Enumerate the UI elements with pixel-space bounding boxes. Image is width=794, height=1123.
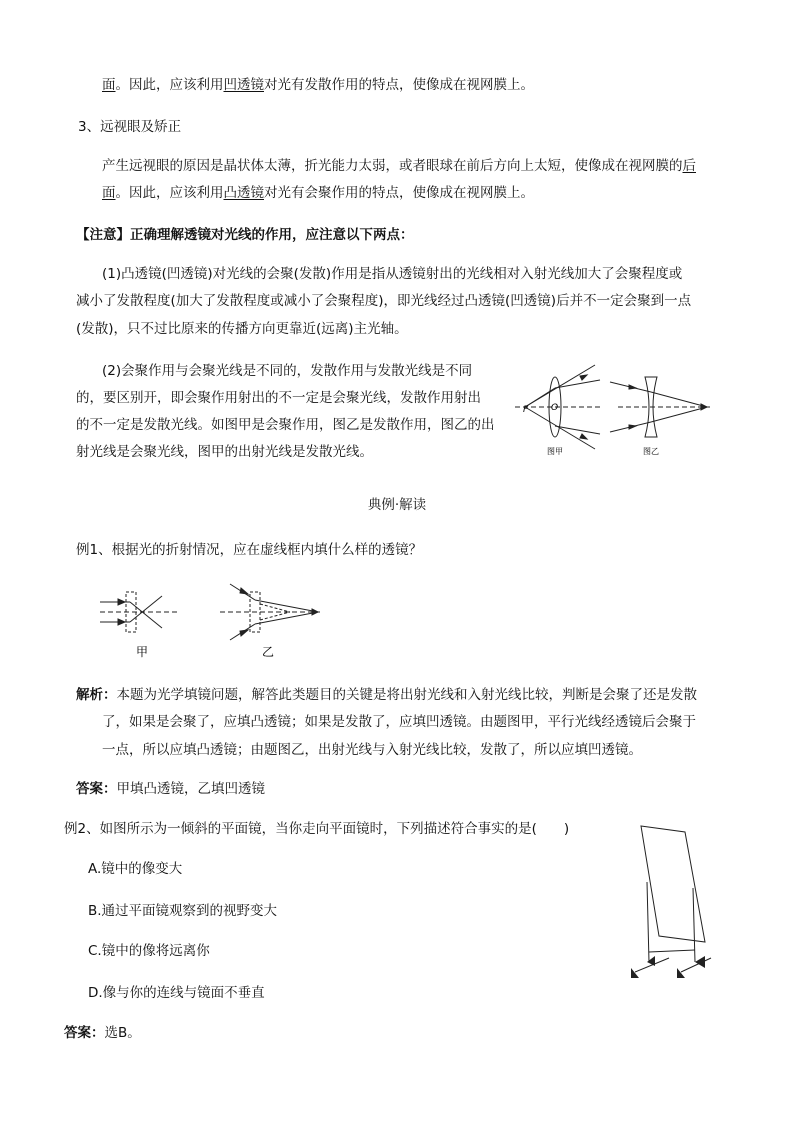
answer-label: 答案：	[64, 1025, 105, 1041]
underlined-text: 面	[102, 77, 116, 93]
note-title: 【注意】正确理解透镜对光线的作用，应注意以下两点：	[76, 227, 414, 243]
origin-label: O	[551, 403, 559, 413]
paragraph-line: (发散)，只不过比原来的传播方向更靠近(远离)主光轴。	[76, 321, 408, 337]
text-fragment: 对光有会聚作用的特点，使像成在视网膜上。	[264, 185, 534, 201]
text-fragment: 对光有发散作用的特点，使像成在视网膜上。	[264, 77, 534, 93]
paragraph-line: 的，要区别开，即会聚作用射出的不一定是会聚光线，发散作用射出	[76, 390, 481, 406]
section-heading: 典例·解读	[367, 497, 427, 513]
option-d: D.像与你的连线与镜面不垂直	[88, 985, 265, 1001]
analysis-label: 解析：	[76, 687, 117, 703]
tilted-mirror-figure	[625, 822, 725, 982]
example1-question: 例1、根据光的折射情况，应在虚线框内填什么样的透镜？	[76, 542, 423, 558]
paragraph-line: 的不一定是发散光线。如图甲是会聚作用，图乙是发散作用，图乙的出	[76, 417, 495, 433]
text-line	[102, 184, 534, 202]
text-line	[102, 76, 534, 94]
example2-question: 例2、如图所示为一倾斜的平面镜，当你走向平面镜时，下列描述符合事实的是( )	[64, 821, 570, 837]
paragraph-line: (2)会聚作用与会聚光线是不同的，发散作用与发散光线是不同	[102, 363, 473, 379]
analysis-line: 一点，所以应填凸透镜；由题图乙，出射光线与入射光线比较，发散了，所以应填凹透镜。	[102, 742, 642, 758]
analysis-line: 了，如果是会聚了，应填凸透镜；如果是发散了，应填凹透镜。由题图甲，平行光线经透镜后会聚于	[102, 714, 696, 730]
caption-yi: 图乙	[643, 447, 659, 456]
focus-label: F	[523, 405, 529, 415]
subheading: 3、远视眼及矫正	[78, 119, 182, 135]
lens-term: 凹透镜	[223, 77, 264, 93]
text-fragment: 选B。	[104, 1025, 141, 1041]
example1-figure	[100, 576, 330, 659]
text-fragment: 产生远视眼的原因是晶状体太薄，折光能力太弱，或者眼球在前后方向上太短，使像成在视网膜的	[102, 158, 683, 174]
caption-yi: 乙	[262, 645, 275, 659]
text-line	[102, 157, 696, 175]
option-b: B.通过平面镜观察到的视野变大	[88, 903, 278, 919]
lens-figure	[515, 360, 715, 460]
option-a: A.镜中的像变大	[88, 861, 183, 877]
caption-jia: 图甲	[547, 447, 563, 456]
text-fragment: 。因此，应该利用	[115, 77, 224, 93]
analysis-line	[76, 686, 697, 704]
underlined-text: 后	[682, 158, 696, 174]
paragraph-line: 减小了发散程度(加大了发散程度或减小了会聚程度)，即光线经过凸透镜(凹透镜)后并不一定会聚到一点	[76, 293, 692, 309]
lens-term: 凸透镜	[223, 185, 264, 201]
text-fragment: 本题为光学填镜问题，解答此类题目的关键是将出射光线和入射光线比较，判断是会聚了还是发散	[116, 687, 697, 703]
option-c: C.镜中的像将远离你	[88, 943, 210, 959]
caption-jia: 甲	[136, 645, 149, 659]
underlined-text: 面	[102, 185, 116, 201]
answer-line	[64, 1024, 141, 1042]
paragraph-line: 射光线是会聚光线，图甲的出射光线是发散光线。	[76, 444, 373, 460]
text-fragment: 甲填凸透镜，乙填凹透镜	[116, 781, 265, 797]
text-fragment: 。因此，应该利用	[115, 185, 224, 201]
paragraph-line: (1)凸透镜(凹透镜)对光线的会聚(发散)作用是指从透镜射出的光线相对入射光线加大了会聚程度或	[102, 266, 683, 282]
answer-label: 答案：	[76, 781, 117, 797]
answer-line	[76, 780, 265, 798]
